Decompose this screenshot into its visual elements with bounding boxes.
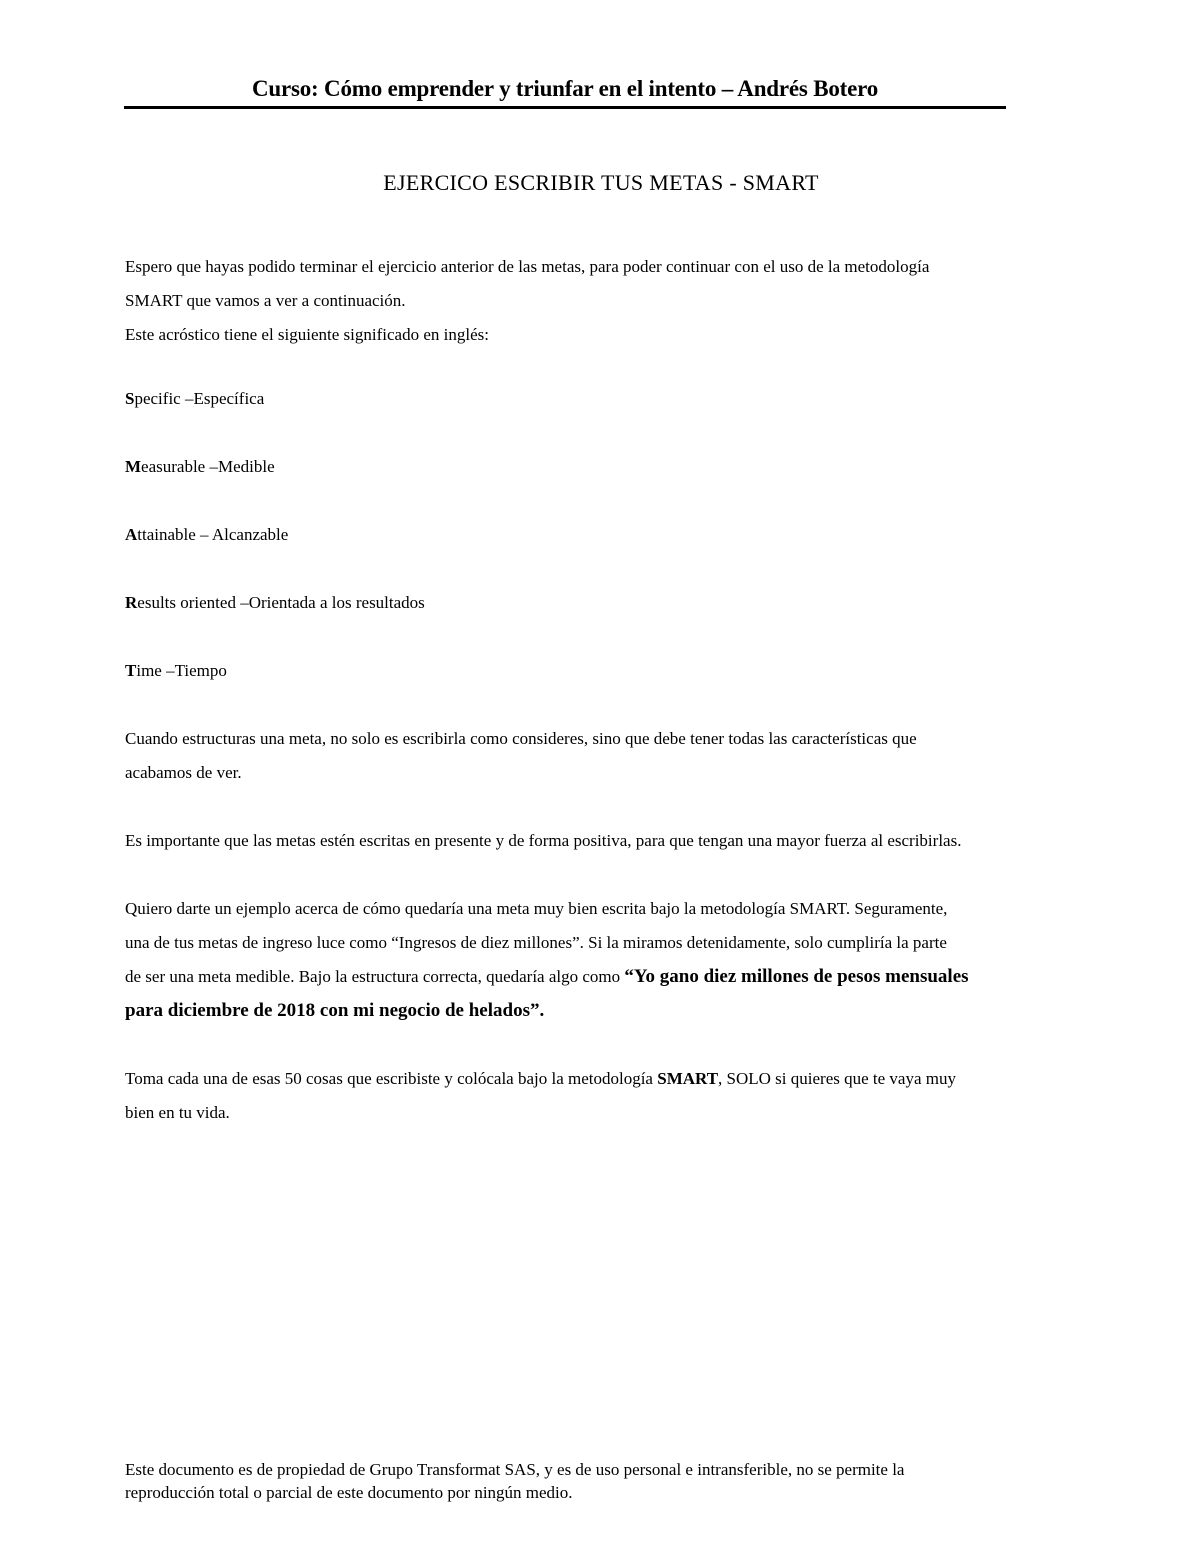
copyright-footer (125, 1458, 1065, 1504)
example-goal-bold: “Yo gano diez millones de pesos mensuales (624, 966, 969, 987)
important-paragraph: Es importante que las metas estén escritas en presente y de forma positiva, para que tengan una mayor fuerza al escribirlas. (125, 831, 962, 850)
example-text: de ser una meta medible. Bajo la estructura correcta, quedaría algo como (125, 967, 625, 986)
smart-item-text: ime –Tiempo (136, 661, 227, 680)
example-line-3 (125, 960, 1077, 994)
smart-item-measurable (125, 450, 1077, 484)
header-divider (124, 106, 1006, 109)
smart-item-results (125, 586, 1077, 620)
smart-letter: S (125, 389, 135, 408)
take-line-1 (125, 1062, 1077, 1096)
smart-letter: R (125, 593, 138, 612)
take-text-b: , SOLO si quieres que te vaya muy (718, 1069, 956, 1088)
document-body (125, 250, 1077, 1130)
example-line-1: Quiero darte un ejemplo acerca de cómo quedaría una meta muy bien escrita bajo la metodología SMART. Seguramente, (125, 899, 948, 918)
smart-item-time (125, 654, 1077, 688)
structure-line-1: Cuando estructuras una meta, no solo es escribirla como consideres, sino que debe tener todas las características que (125, 729, 917, 748)
smart-item-attainable (125, 518, 1077, 552)
take-line-2: bien en tu vida. (125, 1103, 230, 1122)
take-smart-bold: SMART (657, 1069, 719, 1088)
structure-line-2: acabamos de ver. (125, 763, 242, 782)
smart-item-specific (125, 382, 1077, 416)
course-header: Curso: Cómo emprender y triunfar en el intento – Andrés Botero (251, 76, 879, 101)
example-line-2: una de tus metas de ingreso luce como “Ingresos de diez millones”. Si la miramos detenidamente, solo cumpliría la parte (125, 933, 947, 952)
example-line-4 (125, 994, 1077, 1028)
smart-item-text: esults oriented –Orientada a los resultados (137, 593, 425, 612)
smart-letter: A (125, 525, 138, 544)
smart-item-text: ttainable – Alcanzable (137, 525, 289, 544)
intro-line-2: SMART que vamos a ver a continuación. (125, 291, 406, 310)
example-goal-bold-cont: para diciembre de 2018 con mi negocio de helados”. (125, 1000, 545, 1021)
footer-line-1: Este documento es de propiedad de Grupo Transformat SAS, y es de uso personal e intransferible, no se permite la (125, 1460, 905, 1479)
smart-letter: T (125, 661, 137, 680)
intro-line-1: Espero que hayas podido terminar el ejercicio anterior de las metas, para poder continuar con el uso de la metodología (125, 257, 930, 276)
smart-item-text: easurable –Medible (141, 457, 275, 476)
smart-letter: M (125, 457, 142, 476)
document-title: EJERCICO ESCRIBIR TUS METAS - SMART (383, 170, 819, 195)
footer-line-2: reproducción total o parcial de este documento por ningún medio. (125, 1483, 573, 1502)
smart-item-text: pecific –Específica (134, 389, 265, 408)
intro-line-3: Este acróstico tiene el siguiente significado en inglés: (125, 325, 489, 344)
take-text-a: Toma cada una de esas 50 cosas que escribiste y colócala bajo la metodología (125, 1069, 658, 1088)
